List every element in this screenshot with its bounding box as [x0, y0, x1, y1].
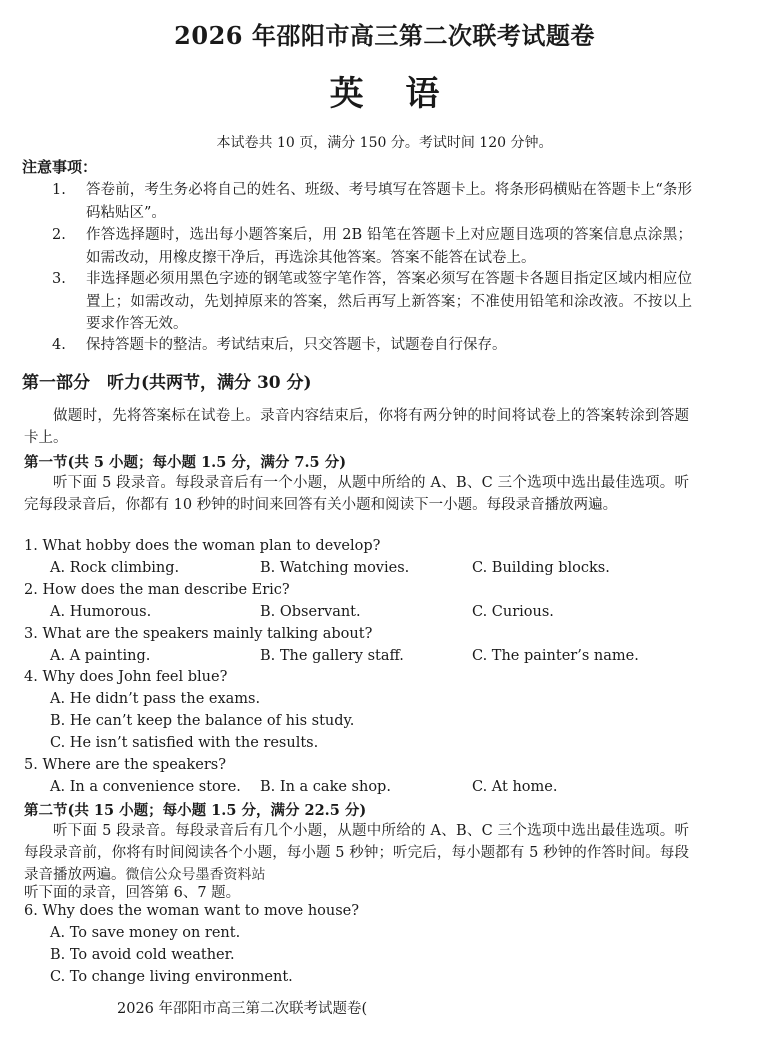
option-b: B. He can’t keep the balance of his study.: [50, 713, 355, 729]
section1-heading: 第一节(共 5 小题；每小题 1.5 分，满分 7.5 分): [24, 454, 347, 471]
question-stem: 4. Why does John feel blue?: [24, 669, 228, 685]
notice-item-number: 1.: [52, 182, 66, 198]
exam-info: 本试卷共 10 页，满分 150 分。考试时间 120 分钟。: [216, 135, 553, 151]
option-a: A. Rock climbing.: [50, 560, 180, 576]
notice-item: [52, 268, 692, 336]
notice-item: [52, 179, 692, 224]
option-c: C. To change living environment.: [50, 969, 293, 985]
option-c: C. Building blocks.: [472, 560, 610, 576]
notice-item-number: 3.: [52, 271, 66, 287]
option-b: B. The gallery staff.: [260, 648, 404, 664]
notice-item-number: 2.: [52, 227, 66, 243]
option-a: A. In a convenience store.: [50, 779, 241, 795]
subject-title: 英 语: [329, 74, 440, 114]
notice-item-text: 保持答题卡的整洁。考试结束后，只交答题卡，试题卷自行保存。: [86, 337, 507, 353]
option-c: C. Curious.: [472, 604, 554, 620]
option-c: C. At home.: [472, 779, 558, 795]
question-stem: 5. Where are the speakers?: [24, 757, 226, 773]
notice-item: [52, 224, 692, 269]
option-b: B. In a cake shop.: [260, 779, 391, 795]
option-c: C. The painter’s name.: [472, 648, 639, 664]
option-b: B. To avoid cold weather.: [50, 947, 235, 963]
option-a: A. Humorous.: [50, 604, 152, 620]
notice-item-text: 答卷前，考生务必将自己的姓名、班级、考号填写在答题卡上。将条形码横贴在答题卡上“条形码粘贴区”。: [86, 182, 692, 221]
notice-heading: 注意事项：: [22, 158, 98, 176]
option-b: B. Watching movies.: [260, 560, 410, 576]
part1-intro: 做题时，先将答案标在试卷上。录音内容结束后，你将有两分钟的时间将试卷上的答案转涂到答题卡上。: [24, 408, 689, 446]
notice-item: [52, 334, 692, 357]
option-a: A. To save money on rent.: [50, 925, 241, 941]
question-stem: 1. What hobby does the woman plan to develop?: [24, 538, 381, 554]
question-stem: 6. Why does the woman want to move house?: [24, 903, 360, 919]
option-b: B. Observant.: [260, 604, 361, 620]
notice-item-text: 作答选择题时，选出每小题答案后，用 2B 铅笔在答题卡上对应题目选项的答案信息点涂黑；如需改动，用橡皮擦干净后，再选涂其他答案。答案不能答在试卷上。: [86, 227, 692, 266]
section2-heading: 第二节(共 15 小题；每小题 1.5 分，满分 22.5 分): [24, 802, 367, 819]
question-stem: 2. How does the man describe Eric?: [24, 582, 290, 598]
section2-intro: [24, 820, 689, 886]
watermark-text: 微信公众号墨香资料站: [125, 867, 266, 883]
notice-item-number: 4.: [52, 337, 66, 353]
listening-prompt: 听下面的录音，回答第 6、7 题。: [24, 885, 241, 901]
option-a: A. A painting.: [50, 648, 151, 664]
exam-title: 2026 年邵阳市高三第二次联考试题卷: [174, 21, 595, 50]
part1-heading: 第一部分 听力(共两节，满分 30 分): [22, 373, 312, 393]
notice-item-text: 非选择题必须用黑色字迹的钢笔或签字笔作答，答案必须写在答题卡各题目指定区域内相应位置上；如需改动，先划掉原来的答案，然后再写上新答案；不准使用铅笔和涂改液。不按以上要求作答无效。: [86, 271, 692, 332]
section1-intro: 听下面 5 段录音。每段录音后有一个小题，从题中所给的 A、B、C 三个选项中选出最佳选项。听完每段录音后，你都有 10 秒钟的时间来回答有关小题和阅读下一小题。每段录音播放两遍。: [24, 475, 689, 513]
question-stem: 3. What are the speakers mainly talking about?: [24, 626, 373, 642]
section2-intro-text: 听下面 5 段录音。每段录音后有几个小题，从题中所给的 A、B、C 三个选项中选出最佳选项。听每段录音前，你将有时间阅读各个小题，每小题 5 秒钟；听完后，每小题都有 5 秒钟的作答时间。每段录音播放两遍。: [24, 823, 689, 883]
option-a: A. He didn’t pass the exams.: [50, 691, 261, 707]
page-footer: 2026 年邵阳市高三第二次联考试题卷(: [117, 1001, 368, 1017]
option-c: C. He isn’t satisfied with the results.: [50, 735, 319, 751]
